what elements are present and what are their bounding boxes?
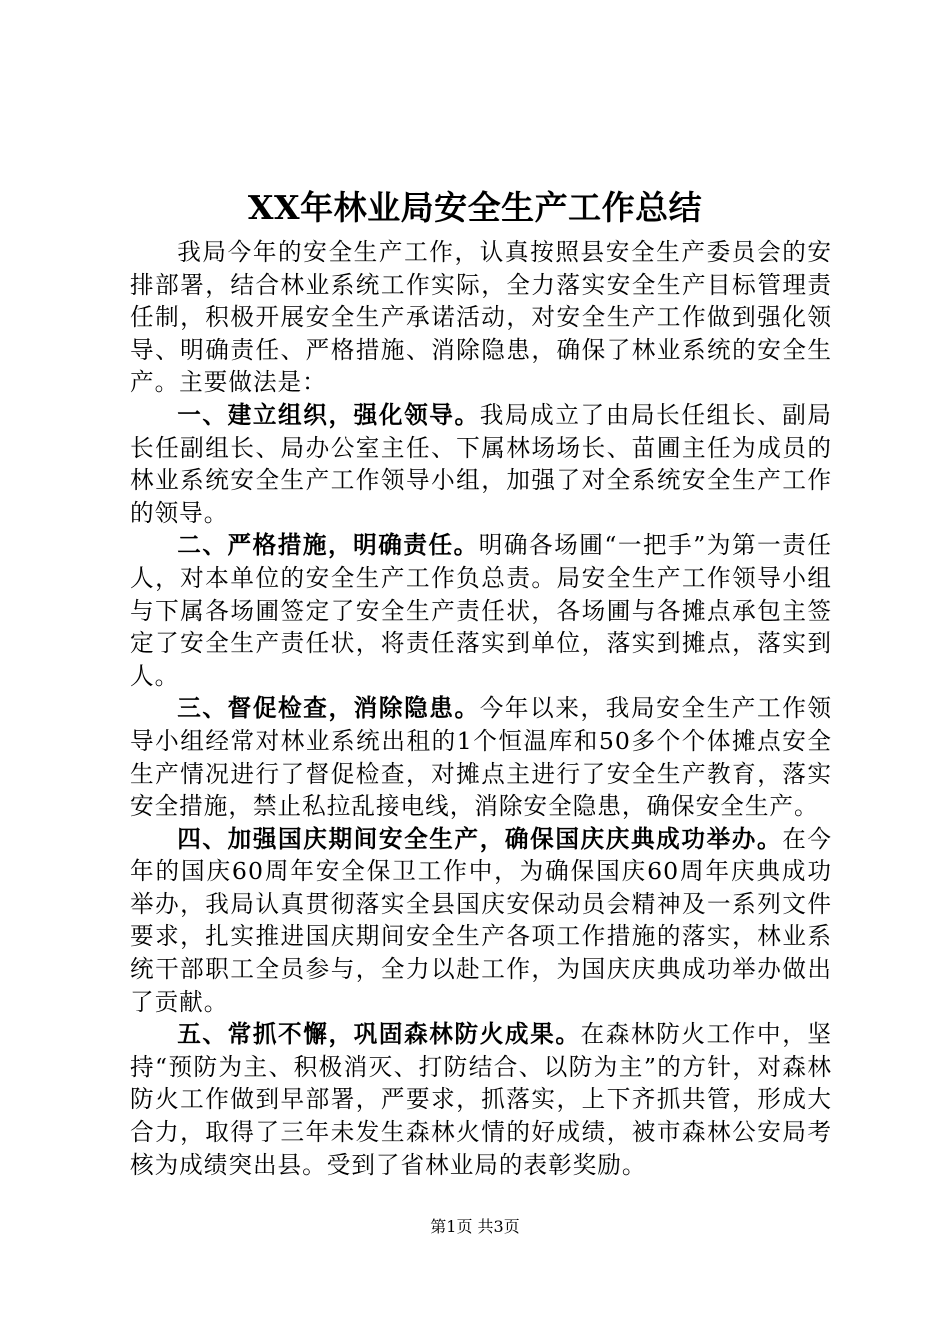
document-body [130,236,832,1181]
paragraph-section-4 [130,823,832,1019]
paragraph-text: 我局今年的安全生产工作，认真按照县安全生产委员会的安排部署，结合林业系统工作实际，全力落实安全生产目标管理责任制，积极开展安全生产承诺活动，对安全生产工作做到强化领导、明确责任、严格措施、消除隐患，确保了林业系统的安全生产。主要做法是： [130,238,832,397]
paragraph-text: 在森林防火工作中，坚持“预防为主、积极消灭、打防结合、以防为主”的方针，对森林防火工作做到早部署，严要求，抓落实，上下齐抓共管，形成大合力，取得了三年未发生森林火情的好成绩，被市森林公安局考核为成绩突出县。受到了省林业局的表彰奖励。 [130,1020,833,1179]
paragraph-text: 我局成立了由局长任组长、副局长任副组长、局办公室主任、下属林场场长、苗圃主任为成员的林业系统安全生产工作领导小组，加强了对全系统安全生产工作的领导。 [130,400,833,527]
paragraph-section-1 [130,399,832,529]
document-title: XX年林业局安全生产工作总结 [247,188,703,227]
paragraph-text: 在今年的国庆60周年安全保卫工作中，为确保国庆60周年庆典成功举办，我局认真贯彻落实全县国庆安保动员会精神及一系列文件要求，扎实推进国庆期间安全生产各项工作措施的落实，林业系统干部职工全员参与，全力以赴工作，为国庆庆典成功举办做出了贡献。 [130,824,833,1016]
paragraph-section-2 [130,529,832,692]
paragraph-section-5 [130,1018,832,1181]
page-number-footer: 第1页 共3页 [430,1217,520,1236]
paragraph-intro [130,236,832,399]
paragraph-heading: 三、督促检查，消除隐患。 [177,694,480,723]
paragraph-section-3 [130,692,832,822]
paragraph-text: 明确各场圃“一把手”为第一责任人，对本单位的安全生产工作负总责。局安全生产工作领导小组与下属各场圃签定了安全生产责任状，各场圃与各摊点承包主签定了安全生产责任状，将责任落实到单位，落实到摊点，落实到人。 [130,531,832,690]
paragraph-heading: 二、严格措施，明确责任。 [177,531,479,560]
paragraph-heading: 一、建立组织，强化领导。 [177,400,480,429]
paragraph-heading: 五、常抓不懈，巩固森林防火成果。 [177,1020,581,1049]
paragraph-text: 今年以来，我局安全生产工作领导小组经常对林业系统出租的1个恒温库和50多个个体摊点安全生产情况进行了督促检查，对摊点主进行了安全生产教育，落实安全措施，禁止私拉乱接电线，消除安全隐患，确保安全生产。 [130,694,833,821]
paragraph-heading: 四、加强国庆期间安全生产，确保国庆庆典成功举办。 [177,824,783,853]
